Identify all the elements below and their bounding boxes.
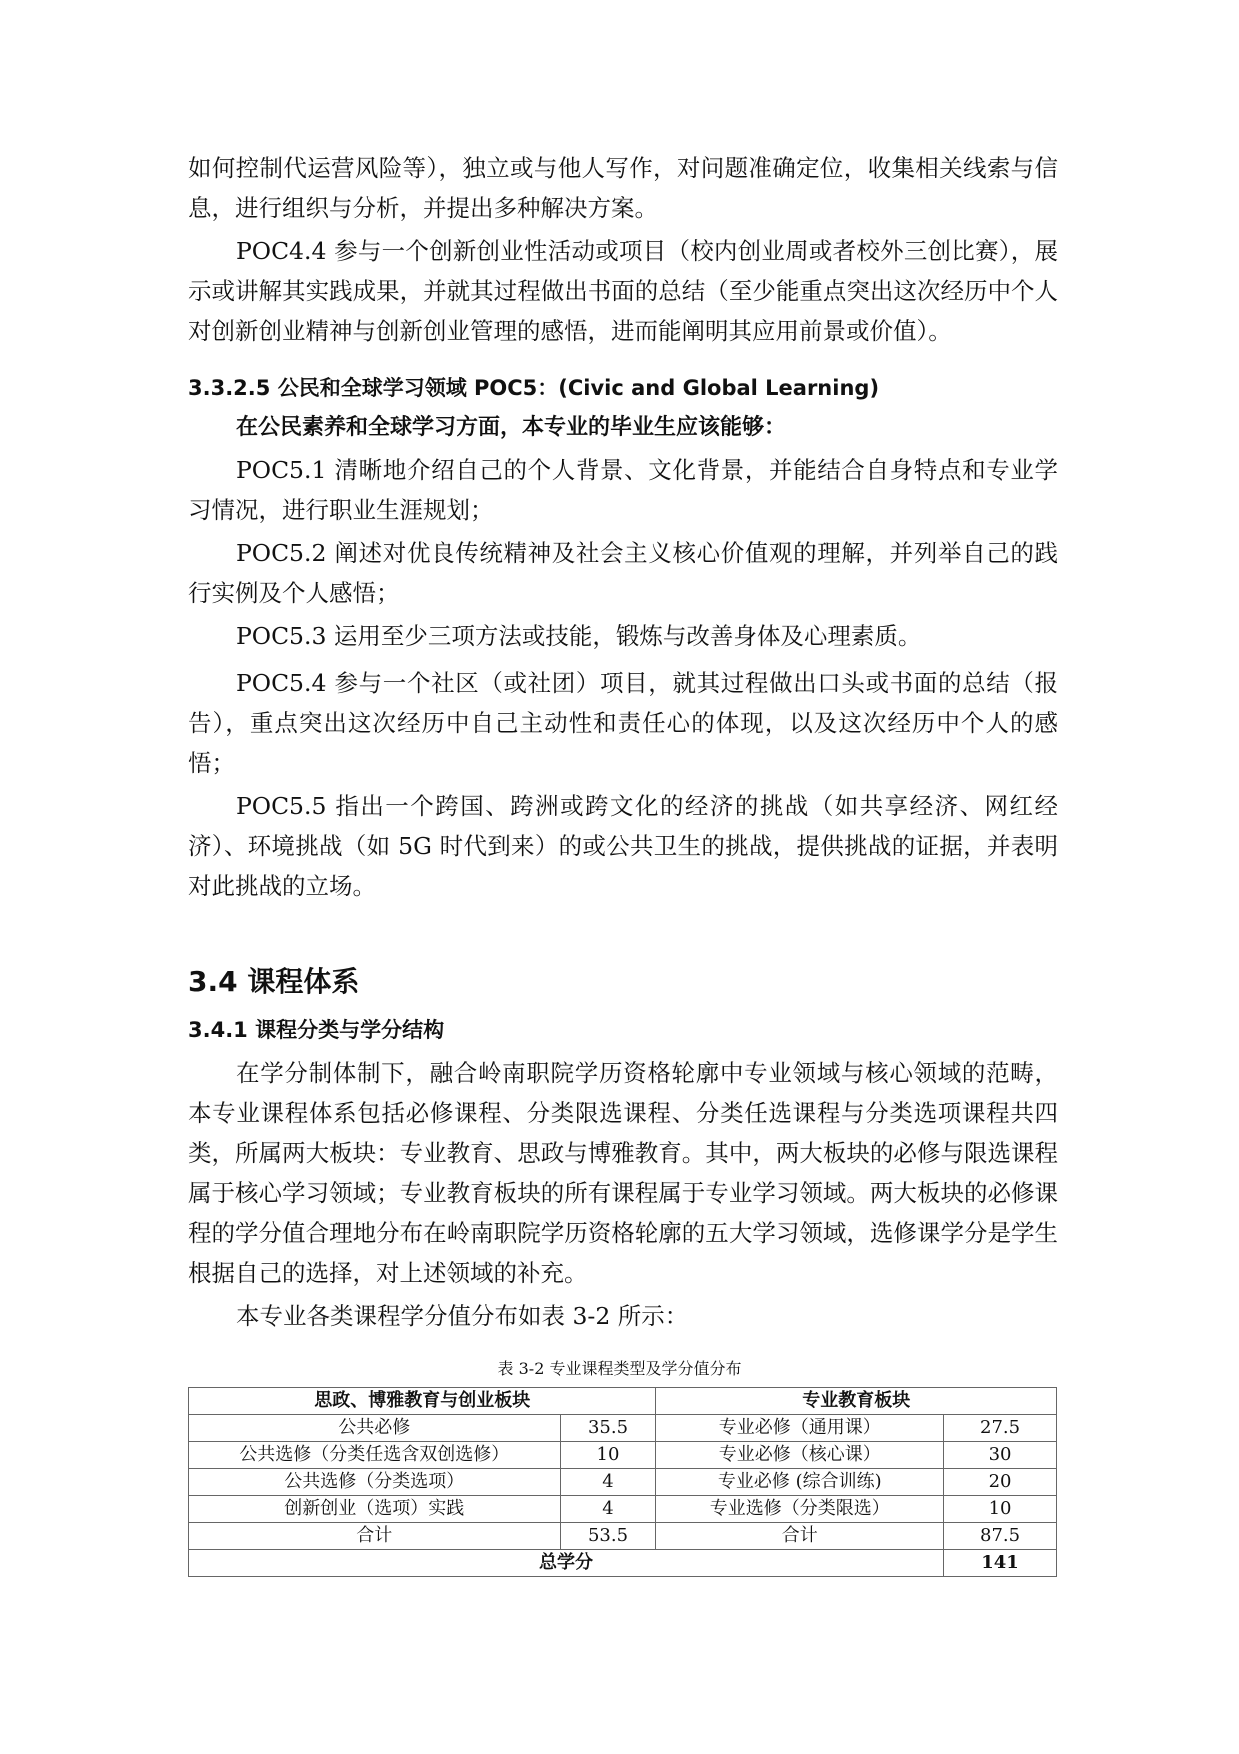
cell-right-value: 27.5 bbox=[944, 1415, 1057, 1442]
paragraph-continued: 如何控制代运营风险等），独立或与他人写作，对问题准确定位，收集相关线索与信息，进行组织与分析，并提出多种解决方案。 bbox=[188, 154, 1058, 222]
paragraph-poc44: POC4.4 参与一个创新创业性活动或项目（校内创业周或者校外三创比赛），展示或讲解其实践成果，并就其过程做出书面的总结（至少能重点突出这次经历中个人对创新创业精神与创新创业管理的感悟，进而能阐明其应用前景或价值）。 bbox=[188, 237, 1058, 345]
table-total-row bbox=[189, 1550, 1057, 1577]
cell-left-value: 10 bbox=[560, 1442, 656, 1469]
cell-left-label: 公共选修（分类选项） bbox=[189, 1469, 561, 1496]
heading-3325: 3.3.2.5 公民和全球学习领域 POC5：(Civic and Global Learning) bbox=[188, 376, 880, 400]
cell-right-label: 专业选修（分类限选） bbox=[656, 1496, 944, 1523]
table-caption: 表 3-2 专业课程类型及学分值分布 bbox=[497, 1359, 742, 1378]
cell-left-value: 53.5 bbox=[560, 1523, 656, 1550]
cell-left-label: 合计 bbox=[189, 1523, 561, 1550]
cell-right-value: 20 bbox=[944, 1469, 1057, 1496]
table-row bbox=[189, 1496, 1057, 1523]
total-label: 总学分 bbox=[189, 1550, 944, 1577]
cell-left-label: 创新创业（选项）实践 bbox=[189, 1496, 561, 1523]
table-header-row bbox=[189, 1388, 1057, 1415]
cell-left-label: 公共选修（分类任选含双创选修） bbox=[189, 1442, 561, 1469]
cell-right-label: 合计 bbox=[656, 1523, 944, 1550]
paragraph-poc51: POC5.1 清晰地介绍自己的个人背景、文化背景，并能结合自身特点和专业学习情况，进行职业生涯规划； bbox=[188, 456, 1058, 524]
cell-right-label: 专业必修（核心课） bbox=[656, 1442, 944, 1469]
heading-34: 3.4 课程体系 bbox=[188, 965, 360, 998]
paragraph-poc52: POC5.2 阐述对优良传统精神及社会主义核心价值观的理解，并列举自己的践行实例及个人感悟； bbox=[188, 539, 1058, 607]
header-left: 思政、博雅教育与创业板块 bbox=[189, 1388, 656, 1415]
cell-right-value: 87.5 bbox=[944, 1523, 1057, 1550]
table-row bbox=[189, 1523, 1057, 1550]
paragraph-poc53: POC5.3 运用至少三项方法或技能，锻炼与改善身体及心理素质。 bbox=[236, 622, 922, 650]
table-row bbox=[189, 1415, 1057, 1442]
section-intro: 在公民素养和全球学习方面，本专业的毕业生应该能够： bbox=[236, 415, 787, 440]
table-row bbox=[189, 1469, 1057, 1496]
credit-table bbox=[188, 1387, 1057, 1577]
header-right: 专业教育板块 bbox=[656, 1388, 1057, 1415]
cell-left-value: 4 bbox=[560, 1496, 656, 1523]
paragraph-poc55: POC5.5 指出一个跨国、跨洲或跨文化的经济的挑战（如共享经济、网红经济）、环境挑战（如 5G 时代到来）的或公共卫生的挑战，提供挑战的证据，并表明对此挑战的立场。 bbox=[188, 792, 1058, 900]
paragraph-poc54: POC5.4 参与一个社区（或社团）项目，就其过程做出口头或书面的总结（报告），重点突出这次经历中自己主动性和责任心的体现，以及这次经历中个人的感悟； bbox=[188, 669, 1058, 777]
total-value: 141 bbox=[944, 1550, 1057, 1577]
cell-right-value: 30 bbox=[944, 1442, 1057, 1469]
heading-341: 3.4.1 课程分类与学分结构 bbox=[188, 1018, 445, 1042]
cell-right-label: 专业必修 (综合训练) bbox=[656, 1469, 944, 1496]
cell-left-value: 4 bbox=[560, 1469, 656, 1496]
cell-right-value: 10 bbox=[944, 1496, 1057, 1523]
cell-right-label: 专业必修（通用课） bbox=[656, 1415, 944, 1442]
cell-left-value: 35.5 bbox=[560, 1415, 656, 1442]
table-row bbox=[189, 1442, 1057, 1469]
paragraph-body2: 本专业各类课程学分值分布如表 3-2 所示： bbox=[236, 1302, 689, 1330]
cell-left-label: 公共必修 bbox=[189, 1415, 561, 1442]
paragraph-body1: 在学分制体制下，融合岭南职院学历资格轮廓中专业领域与核心领域的范畴，本专业课程体系包括必修课程、分类限选课程、分类任选课程与分类选项课程共四类，所属两大板块：专业教育、思政与博雅教育。其中，两大板块的必修与限选课程属于核心学习领域；专业教育板块的所有课程属于专业学习领域。两大板块的必修课程的学分值合理地分布在岭南职院学历资格轮廓的五大学习领域，选修课学分是学生根据自己的选择，对上述领域的补充。 bbox=[188, 1059, 1058, 1287]
